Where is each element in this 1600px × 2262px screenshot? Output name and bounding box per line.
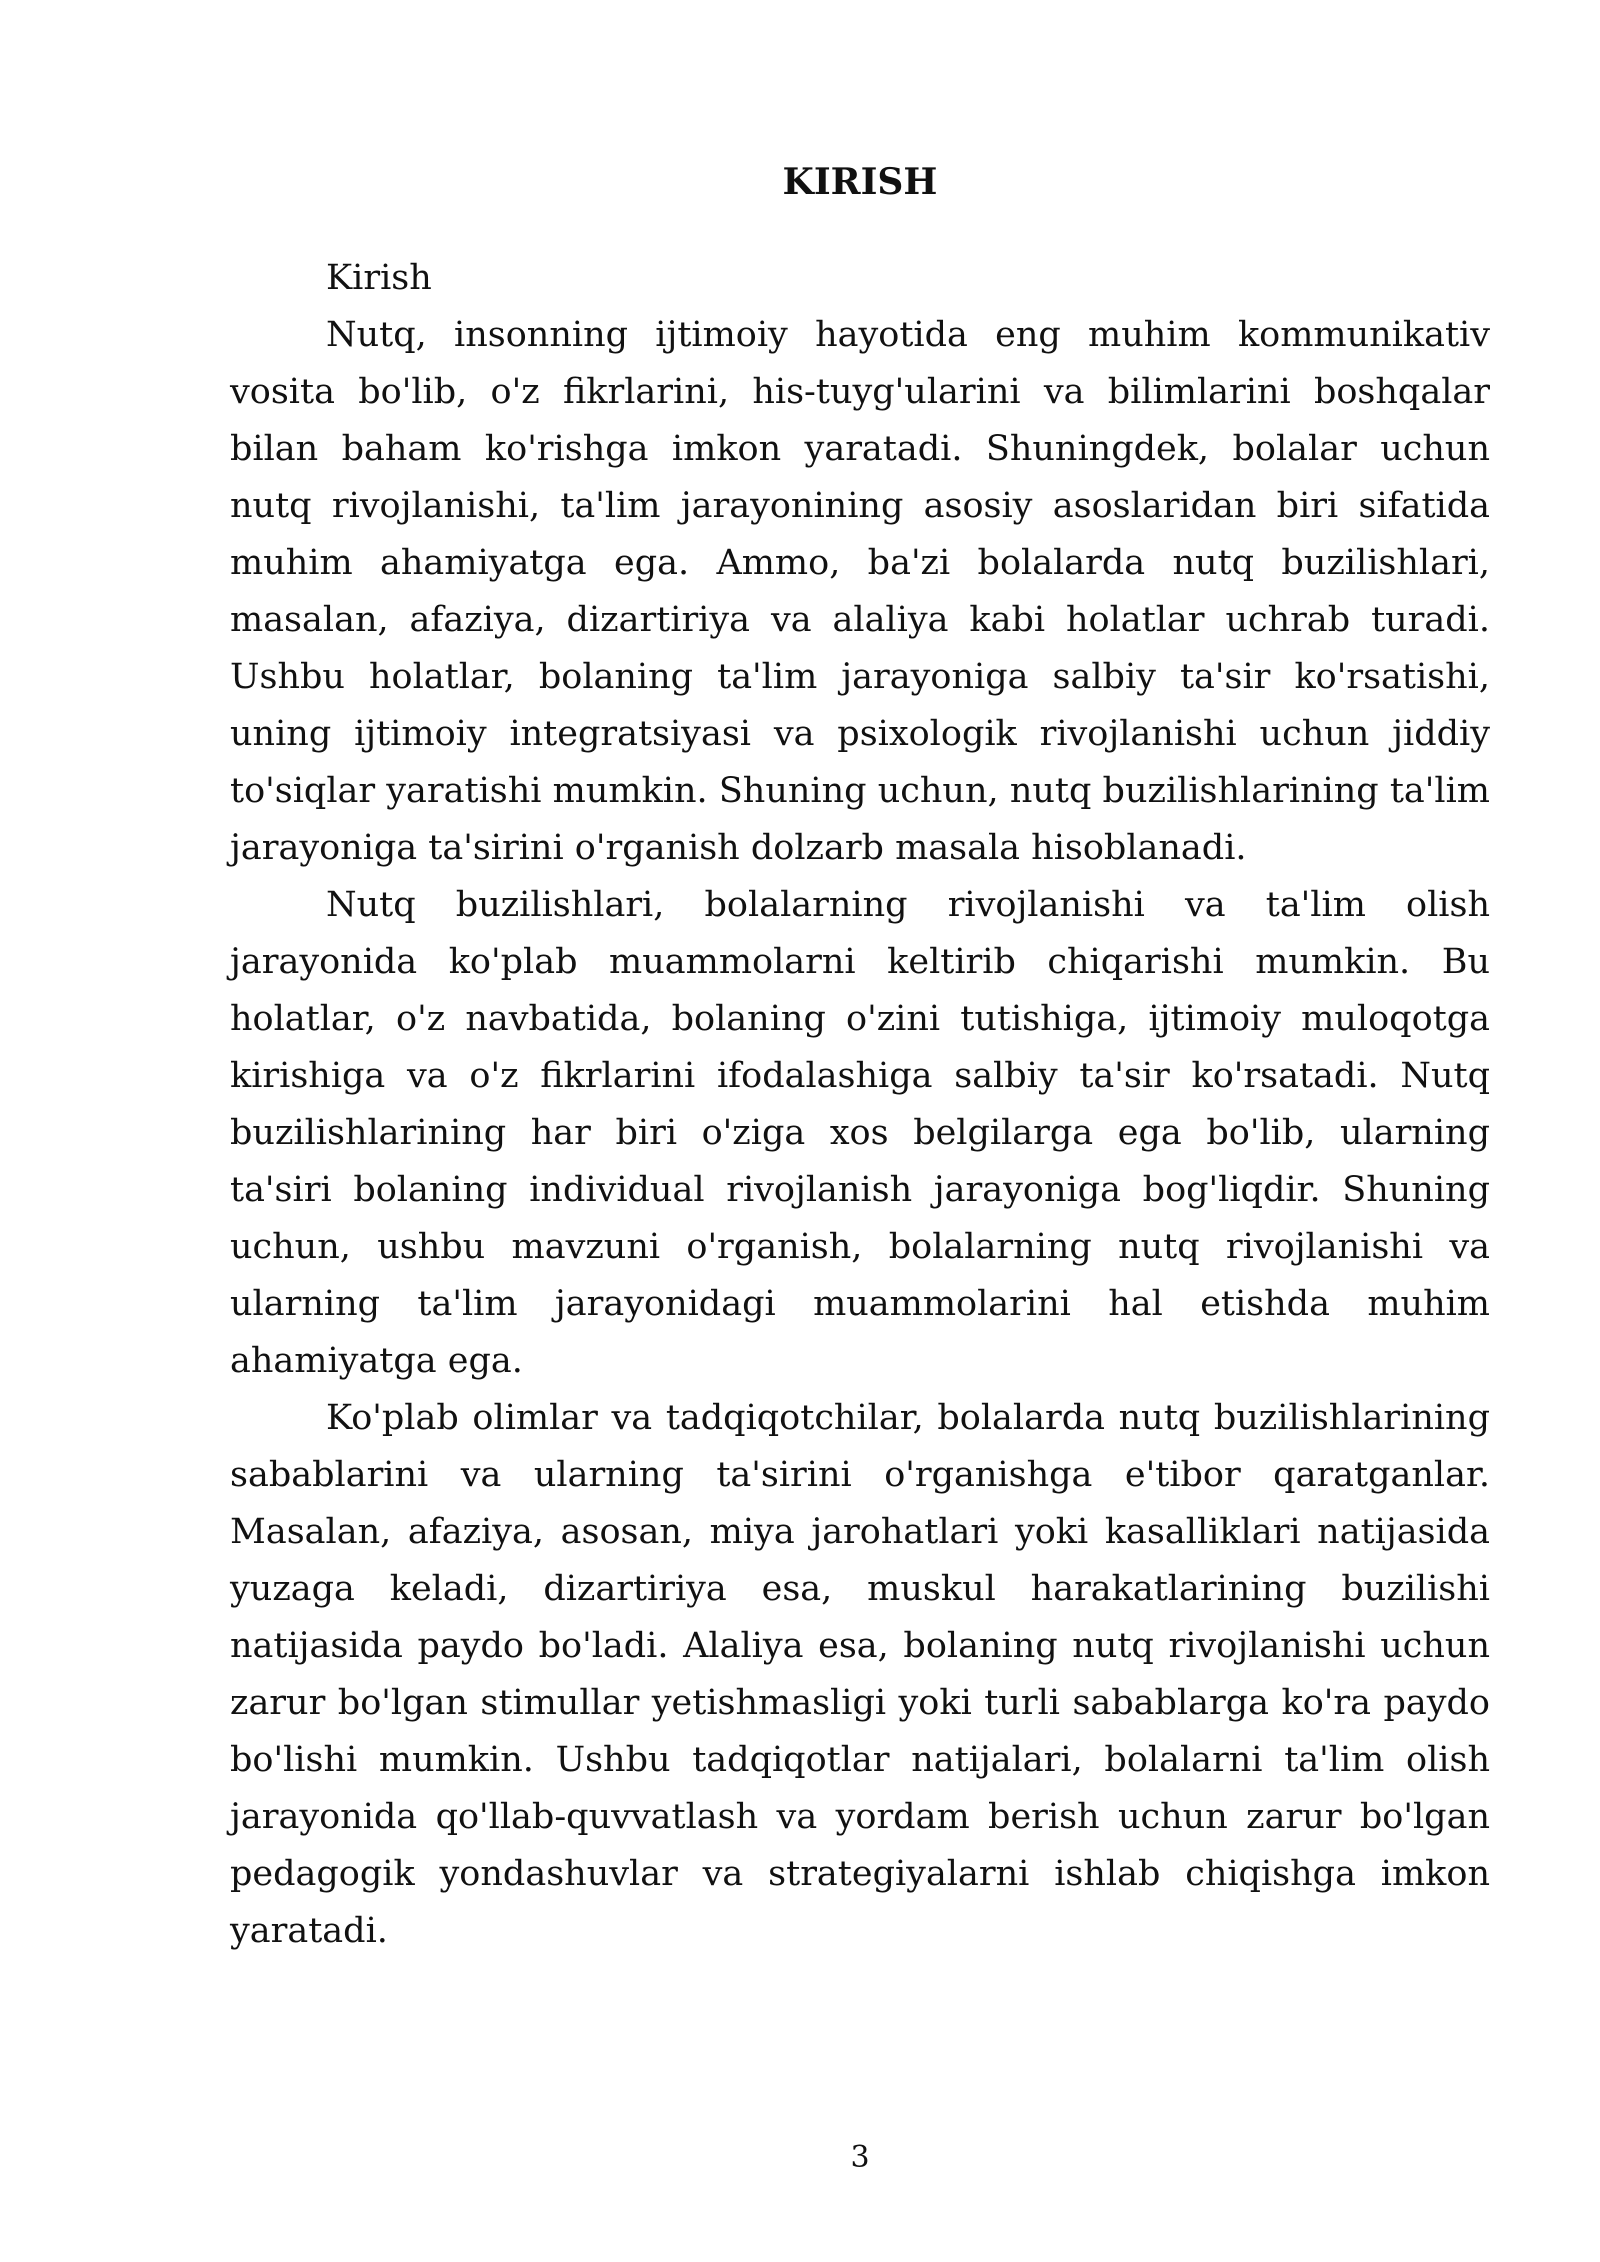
section-heading-paragraph: Kirish [326, 258, 432, 298]
page-title: KIRISH [782, 161, 938, 203]
page-number: 3 [850, 2140, 870, 2175]
paragraph-3: Ko'plab olimlar va tadqiqotchilar, bolalarda nutq buzilishlarining sabablarini va ularning ta'sirini o'rganishga e'tibor qaratganlar. Masalan, afaziya, asosan, miya jarohatlari yoki kasalliklari natijasida yuzaga keladi, dizartiriya esa, muskul harakatlarining buzilishi natijasida paydo bo'ladi. Alaliya esa, bolaning nutq rivojlanishi uchun zarur bo'lgan stimullar yetishmasligi yoki turli sabablarga ko'ra paydo bo'lishi mumkin. Ushbu tadqiqotlar natijalari, bolalarni ta'lim olish jarayonida qo'llab-quvvatlash va yordam berish uchun zarur bo'lgan pedagogik yondashuvlar va strategiyalarni ishlab chiqishga imkon yaratadi. [230, 1398, 1490, 1951]
document-body [230, 250, 1490, 1960]
paragraph-2: Nutq buzilishlari, bolalarning rivojlanishi va ta'lim olish jarayonida ko'plab muammolarni keltirib chiqarishi mumkin. Bu holatlar, o'z navbatida, bolaning o'zini tutishiga, ijtimoiy muloqotga kirishiga va o'z fikrlarini ifodalashiga salbiy ta'sir ko'rsatadi. Nutq buzilishlarining har biri o'ziga xos belgilarga ega bo'lib, ularning ta'siri bolaning individual rivojlanish jarayoniga bog'liqdir. Shuning uchun, ushbu mavzuni o'rganish, bolalarning nutq rivojlanishi va ularning ta'lim jarayonidagi muammolarini hal etishda muhim ahamiyatga ega. [230, 885, 1490, 1381]
paragraph-1: Nutq, insonning ijtimoiy hayotida eng muhim kommunikativ vosita bo'lib, o'z fikrlarini, his-tuyg'ularini va bilimlarini boshqalar bilan baham ko'rishga imkon yaratadi. Shuningdek, bolalar uchun nutq rivojlanishi, ta'lim jarayonining asosiy asoslaridan biri sifatida muhim ahamiyatga ega. Ammo, ba'zi bolalarda nutq buzilishlari, masalan, afaziya, dizartiriya va alaliya kabi holatlar uchrab turadi. Ushbu holatlar, bolaning ta'lim jarayoniga salbiy ta'sir ko'rsatishi, uning ijtimoiy integratsiyasi va psixologik rivojlanishi uchun jiddiy to'siqlar yaratishi mumkin. Shuning uchun, nutq buzilishlarining ta'lim jarayoniga ta'sirini o'rganish dolzarb masala hisoblanadi. [230, 315, 1490, 868]
